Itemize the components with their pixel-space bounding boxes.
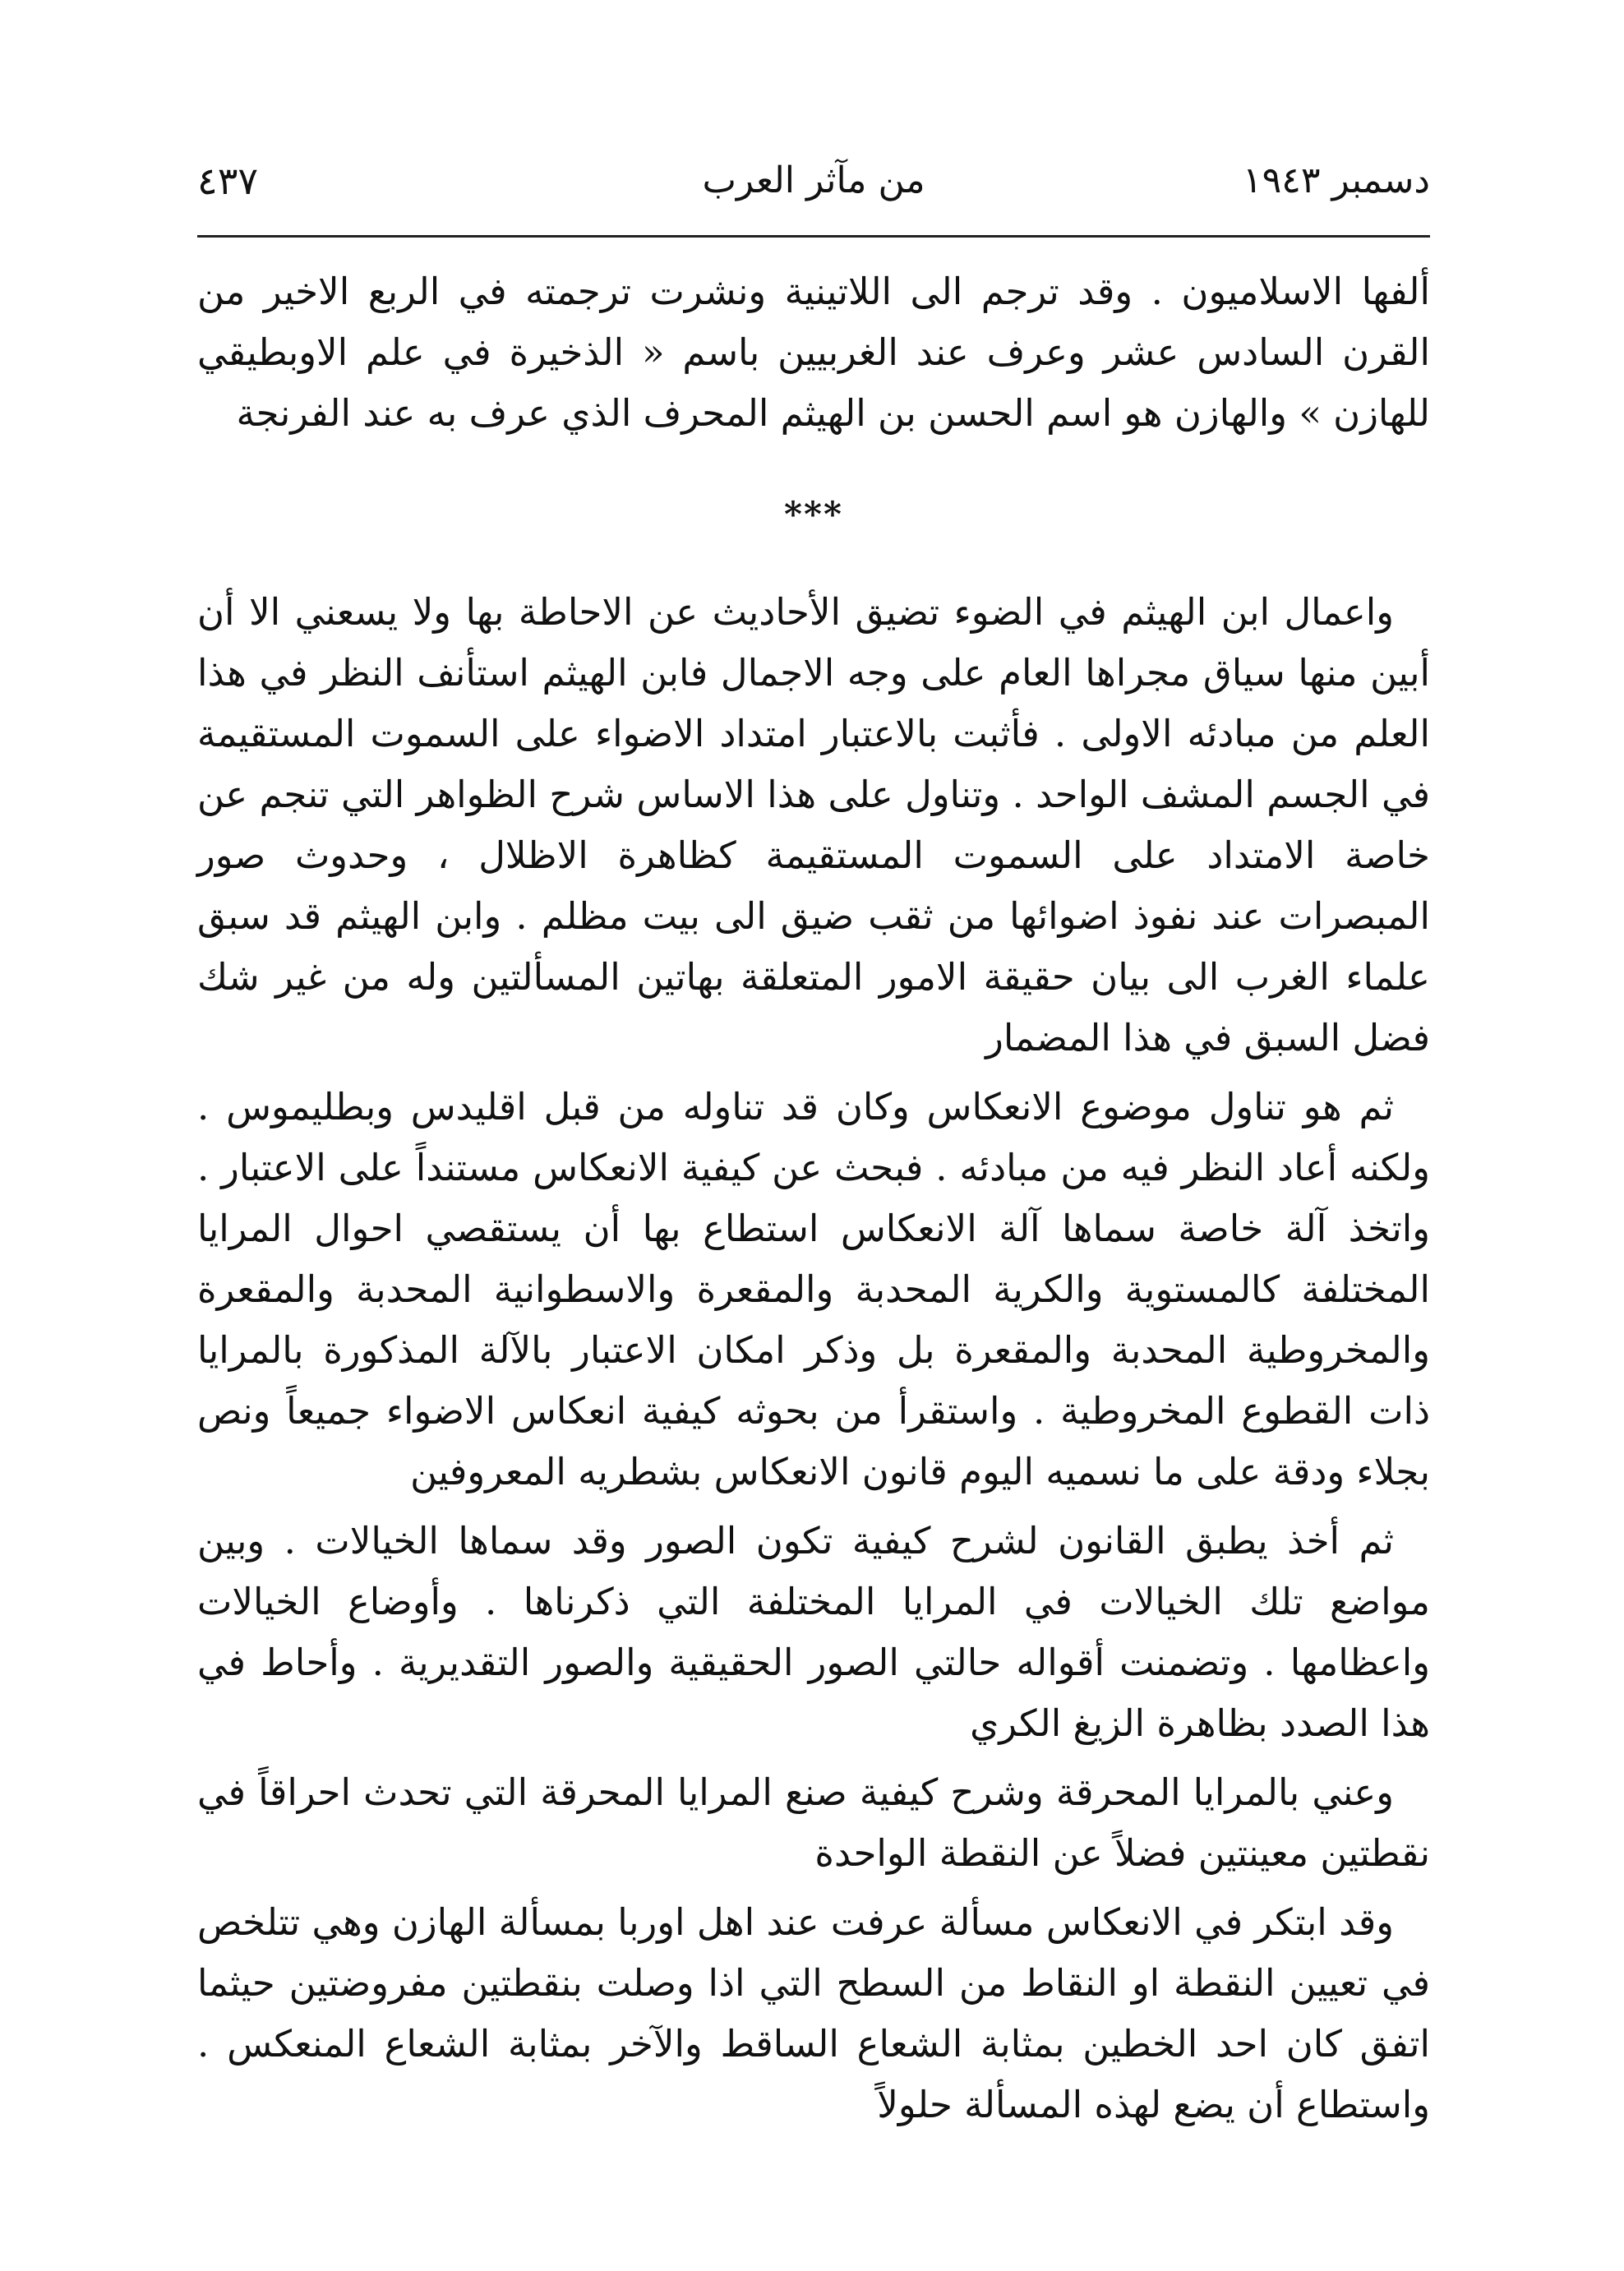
paragraph: وقد ابتكر في الانعكاس مسألة عرفت عند اهل اوربا بمسألة الهازن وهي تتلخص في تعيين النقطة او النقاط من السطح التي اذا وصلت بنقطتين مفروضتين حيثما اتفق كان احد الخطين بمثابة الشعاع الساقط والآخر بمثابة الشعاع المنعكس . واستطاع أن يضع لهذه المسألة حلولاً — [197, 1900, 1430, 2126]
body-text — [197, 261, 1430, 2135]
running-header — [197, 156, 1430, 214]
header-rule — [197, 235, 1430, 238]
header-date: دسمبر ١٩٤٣ — [1243, 159, 1430, 201]
paragraph-continuation: ألفها الاسلاميون . وقد ترجم الى اللاتينية ونشرت ترجمته في الربع الاخير من القرن السادس عشر وعرف عند الغربيين باسم « الذخيرة في علم الاوبطيقي للهازن » والهازن هو اسم الحسن بن الهيثم المحرف الذي عرف به عند الفرنجة — [197, 270, 1430, 435]
page-number: ٤٣٧ — [197, 159, 259, 203]
paragraph: واعمال ابن الهيثم في الضوء تضيق الأحاديث عن الاحاطة بها ولا يسعني الا أن أبين منها سياق مجراها العام على وجه الاجمال فابن الهيثم استأنف النظر في هذا العلم من مبادئه الاولى . فأثبت بالاعتبار امتداد الاضواء على السموت المستقيمة في الجسم المشف الواحد . وتناول على هذا الاساس شرح الظواهر التي تنجم عن خاصة الامتداد على السموت المستقيمة كظاهرة الاظلال ، وحدوث صور المبصرات عند نفوذ اضوائها من ثقب ضيق الى بيت مظلم . وابن الهيثم قد سبق علماء الغرب الى بيان حقيقة الامور المتعلقة بهاتين المسألتين وله من غير شك فضل السبق في هذا المضمار — [197, 590, 1430, 1059]
paragraph: ثم هو تناول موضوع الانعكاس وكان قد تناوله من قبل اقليدس وبطليموس . ولكنه أعاد النظر فيه من مبادئه . فبحث عن كيفية الانعكاس مستنداً على الاعتبار . واتخذ آلة خاصة سماها آلة الانعكاس استطاع بها أن يستقصي احوال المرايا المختلفة كالمستوية والكرية المحدبة والمقعرة والاسطوانية المحدبة والمقعرة والمخروطية المحدبة والمقعرة بل وذكر امكان الاعتبار بالآلة المذكورة بالمرايا ذات القطوع المخروطية . واستقرأ من بحوثه كيفية انعكاس الاضواء جميعاً ونص بجلاء ودقة على ما نسميه اليوم قانون الانعكاس بشطريه المعروفين — [197, 1085, 1431, 1493]
paragraph: ثم أخذ يطبق القانون لشرح كيفية تكون الصور وقد سماها الخيالات . وبين مواضع تلك الخيالات في المرايا المختلفة التي ذكرناها . وأوضاع الخيالات واعظامها . وتضمنت أقواله حالتي الصور الحقيقية والصور التقديرية . وأحاط في هذا الصدد بظاهرة الزيغ الكري — [197, 1519, 1430, 1745]
section-separator: *** — [784, 494, 843, 534]
header-title: من مآثر العرب — [702, 159, 925, 201]
paragraph: وعني بالمرايا المحرقة وشرح كيفية صنع المرايا المحرقة التي تحدث احراقاً في نقطتين معينتين فضلاً عن النقطة الواحدة — [197, 1770, 1430, 1875]
